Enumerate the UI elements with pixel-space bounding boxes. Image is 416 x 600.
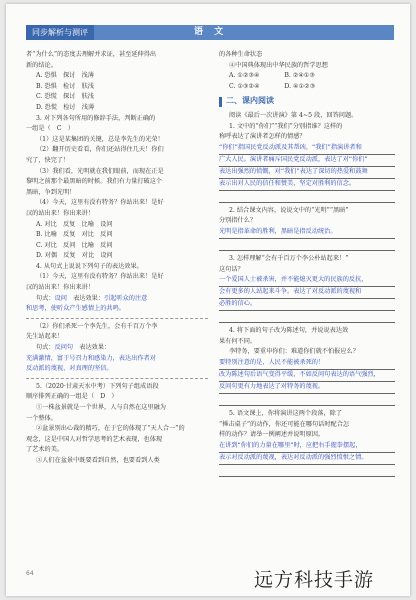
text-line: 阅读《最后一次讲演》第 4~5 段，回答问题。 (229, 111, 358, 119)
answer-text: 引起听众的注意 (104, 294, 148, 302)
answer-text: 反问句更有力地表达了对特务的蔑视。 (219, 382, 395, 394)
answer-rule (219, 311, 395, 323)
text-line: （2）你们杀死一个李先生，会有千百万个李 (36, 322, 158, 330)
option-line: ②盆景别出心裁的精巧，在于它的体现了“天人合一”的 (36, 425, 185, 433)
answer-text: 设问 (54, 294, 67, 302)
answer-text: 一个爱国人士被杀害，并不能熄灭更大的民族的反抗， (219, 275, 395, 287)
subject-title: 语 文 (194, 27, 228, 37)
page-header (26, 25, 394, 40)
answer-text: 表示对反动派的蔑视，表达对反动派的强烈愤恨之情。 (219, 453, 395, 465)
section-heading (219, 96, 395, 107)
left-column (26, 50, 208, 467)
text-line: （1）今天，这里有没有特务？你站出来！是好 (36, 273, 164, 281)
header-tag: 同步解析与测评 (26, 25, 94, 40)
answer-text: 表示出对人民的信任和赞美，坚定对胜利的信念。 (219, 179, 395, 191)
answer-text: 表达出强烈的愤慨，对“我们”表达了深切的热爱和鼓舞 (219, 167, 395, 179)
question-line: 果有何不同。 (219, 337, 257, 345)
answer-text: 改为陈述句后语气变得平缓，不如反问句表达的语气强烈， (219, 370, 395, 382)
question-line: 分别指什么？ (219, 217, 257, 225)
option-line: A. 对比 反复 比喻 设问 (36, 220, 113, 228)
answer-text: “你们”指国民党反动派及其帮凶，“我们”指演讲者和 (219, 143, 395, 155)
question-line: 一组是（ C ） (26, 125, 75, 133)
option-line: D. 恐慌 检讨 浅薄 (36, 103, 95, 111)
question-line: 称呼表达了演讲者怎样的情感？ (219, 133, 306, 141)
text-line: （4）今天，这里有没有特务？你站出来！是好 (36, 199, 164, 207)
option-line: B. 恐惧 检讨 肤浅 (36, 82, 94, 90)
answer-text: 必胜的信心。 (219, 299, 395, 311)
text-line: （2）翻开历史看看，你们还站得住几天！你们 (36, 146, 164, 154)
question-line: 2. 结合课文内容，说说文中的“光明”“黑暗” (229, 206, 349, 214)
right-column (219, 50, 395, 477)
page-number: 64 (26, 570, 34, 577)
question-line: 顺序排列正确的一组是（ D ） (26, 393, 118, 401)
answer-text: 光明是指革命的胜利，黑暗是指反动统治。 (219, 227, 395, 239)
question-line: “捶击桌子”的动作，你还可能在哪句话时配合怎 (219, 420, 350, 428)
option-line: C. ①③②④ D. ④①②③ (229, 82, 316, 90)
option-line: ①一株盆景就是一个世界，人与自然在这里融为 (36, 404, 166, 411)
question-line: 3. 怎样理解“会有千百万个李公朴站起来！” (229, 254, 349, 262)
answer-line (26, 343, 208, 354)
answer-text: 在讲到“你们的力量在哪里”时，应把右手握拳摆起， (219, 441, 395, 453)
answer-rule (219, 465, 395, 477)
section-title: 二、课内阅读 (226, 96, 274, 106)
question-line: 5. 语文课上，你将演讲这两个段落，除了 (229, 409, 343, 417)
text-line: 汉的站出来！你出来讲！ (26, 209, 95, 217)
text-line: 新的结论。 (26, 61, 57, 69)
textbook-page (6, 4, 410, 596)
divider (26, 318, 208, 319)
option-line: 了艺术的美。 (26, 446, 64, 454)
option-line: C. 恐慌 探讨 肤浅 (36, 93, 94, 101)
answer-text: 充满激情，富于号召力和感染力，表达出作者对 (26, 354, 156, 362)
option-line: A. ①②③④ B. ②④①③ (229, 72, 316, 80)
text-line: 黎明之前那个最黑暗的时候。我们有力量打破这个 (26, 178, 163, 186)
text-line: 汉的站出来！你出来讲！ (26, 284, 95, 292)
question-line: 3. 对下列各句所用的修辞手法，判断正确的 (36, 114, 156, 122)
answer-label: 句式： (36, 344, 55, 352)
answer-line (26, 294, 208, 305)
answer-rule (219, 394, 395, 406)
answer-label: 表达效果： (66, 294, 105, 302)
text-line: 李特务，要重申你们：难道你们就不怕报应么？ (229, 348, 359, 356)
option-line: ③人们在盆景中既要看到自然，也要看到人类 (36, 456, 160, 464)
text-line: ④中国典体现出中华民族的哲学思想 (229, 61, 328, 69)
answer-label: 表达效果： (73, 344, 111, 352)
text-line: （3）我们看，光明就在我们眼前，而现在正是 (36, 167, 164, 175)
divider (26, 378, 208, 379)
text-line: 者“为什么”的态度去理解并求证，甚至延伸得出 (26, 51, 157, 58)
answer-rule (219, 191, 395, 203)
answer-text: 反动派的蔑视、对真理的坚信。 (26, 365, 113, 373)
option-line: A. 恐惧 探讨 浅薄 (36, 72, 94, 80)
question-line: 4. 将下面的句子改为陈述句，并说说表达效 (229, 327, 349, 335)
question-line: 这句话？ (219, 265, 244, 273)
answer-text: 会有更多的人站起来斗争。表达了对反动派的蔑视和 (219, 287, 395, 299)
option-line: C. 对比 反问 比喻 反问 (36, 241, 113, 249)
answer-text: 和思考，使听众产生感情上的共鸣。 (26, 305, 125, 313)
question-line: 5.（2020·甘肃天水中考）下列句子组成语段 (36, 382, 159, 390)
option-line: D. 对偶 反复 对比 设问 (36, 252, 113, 260)
text-line: （1）这是某集团的关键，总是李先生的光荣！ (36, 135, 164, 143)
option-line: 观念，这是中国人对哲学思考的艺术表现，也体现 (26, 435, 163, 443)
answer-text: 反问句 (54, 344, 74, 352)
watermark: 远方科技手游 (254, 569, 375, 591)
answer-text: 要特别注意的是，人民不能被杀死的！ (219, 358, 395, 370)
text-line: 先生站起来！ (26, 333, 64, 341)
text-line: 究了，快完了！ (26, 156, 70, 164)
answer-text: 广大人民。演讲者痛斥国民党反动派，表达了对“你们” (219, 155, 395, 167)
option-line: B. 比喻 反复 对比 反问 (36, 231, 113, 239)
question-line: 样的动作？请举一例阐述并说明原因。 (219, 431, 325, 439)
text-line: 黑暗，争到光明！ (26, 188, 76, 196)
text-line: 的各种生命状态 (219, 51, 263, 58)
option-line: 一个整体。 (26, 414, 57, 422)
question-line: 4. 从句式上说说下列句子的表达效果。 (36, 262, 143, 270)
answer-rule (219, 239, 395, 251)
question-line: 1. 文中的“你们”“我们”分别指谁？这样的 (229, 122, 343, 130)
answer-label: 句式： (36, 294, 55, 302)
